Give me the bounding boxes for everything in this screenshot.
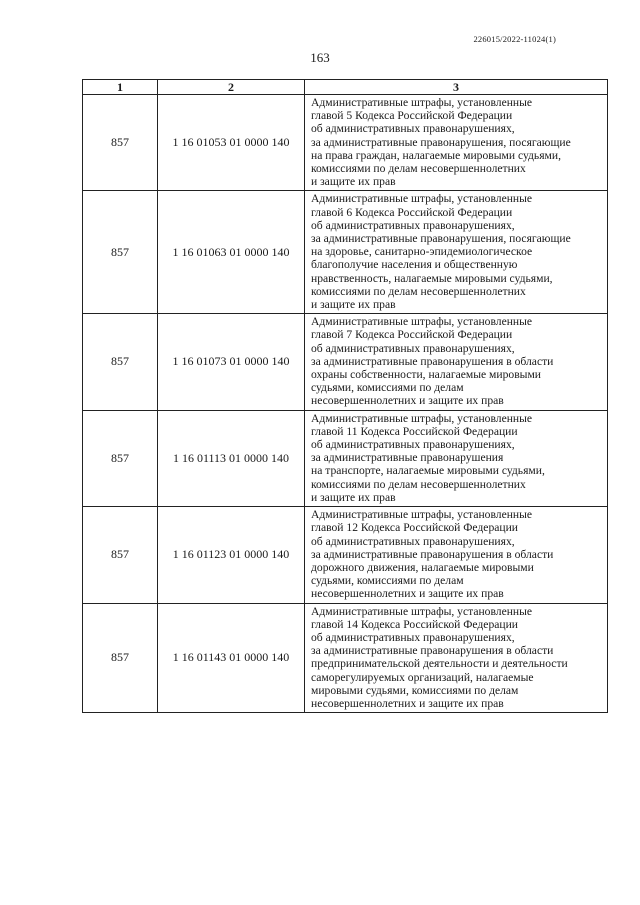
- description-line: Административные штрафы, установленные: [311, 96, 533, 109]
- description-line: на здоровье, санитарно-эпидемиологическое: [311, 245, 533, 259]
- classification-code-cell: 1 16 01053 01 0000 140: [158, 95, 305, 191]
- description-line: главой 7 Кодекса Российской Федерации: [311, 328, 513, 342]
- description-line: и защите их прав: [311, 490, 396, 504]
- description-line: судьями, комиссиями по делам: [311, 381, 464, 395]
- document-id: 226015/2022-11024(1): [473, 34, 556, 44]
- description-line: нравственность, налагаемые мировыми судьями,: [311, 271, 553, 285]
- description-line: дорожного движения, налагаемые мировыми: [311, 560, 534, 574]
- description-line: главой 11 Кодекса Российской Федерации: [311, 424, 518, 438]
- description-line: главой 6 Кодекса Российской Федерации: [311, 205, 513, 219]
- page-number: 163: [310, 50, 330, 65]
- column-header-1: 1: [83, 80, 158, 95]
- description-cell: [305, 507, 608, 603]
- description-line: мировыми судьями, комиссиями по делам: [311, 683, 519, 697]
- table-header-row: [83, 80, 608, 95]
- table-row: [83, 95, 608, 191]
- description-line: за административные правонарушения, посягающие: [311, 232, 571, 246]
- description-line: и защите их прав: [311, 298, 396, 312]
- description-line: комиссиями по делам несовершеннолетних: [311, 162, 526, 176]
- description-cell: [305, 603, 608, 713]
- table-row: [83, 603, 608, 713]
- description-line: об административных правонарушениях,: [311, 122, 515, 136]
- description-line: об административных правонарушениях,: [311, 341, 515, 355]
- row-number-cell: 857: [83, 603, 158, 713]
- description-line: саморегулируемых организаций, налагаемые: [311, 670, 534, 684]
- description-line: несовершеннолетних и защите их прав: [311, 394, 504, 408]
- row-number-cell: 857: [83, 314, 158, 410]
- table-row: [83, 507, 608, 603]
- row-number-cell: 857: [83, 410, 158, 506]
- description-line: комиссиями по делам несовершеннолетних: [311, 284, 526, 298]
- description-line: охраны собственности, налагаемые мировыми: [311, 368, 541, 382]
- classification-code-cell: 1 16 01063 01 0000 140: [158, 191, 305, 314]
- description-line: главой 5 Кодекса Российской Федерации: [311, 109, 513, 123]
- description-line: за административные правонарушения: [311, 451, 504, 465]
- description-cell: [305, 95, 608, 191]
- table-row: [83, 314, 608, 410]
- table-body: [83, 95, 608, 713]
- column-header-2: 2: [158, 80, 305, 95]
- description-line: за административные правонарушения, посягающие: [311, 135, 571, 149]
- description-line: на транспорте, налагаемые мировыми судьями,: [311, 464, 545, 478]
- classification-code-cell: 1 16 01123 01 0000 140: [158, 507, 305, 603]
- classification-code-cell: 1 16 01073 01 0000 140: [158, 314, 305, 410]
- description-line: главой 14 Кодекса Российской Федерации: [311, 617, 519, 631]
- description-line: об административных правонарушениях,: [311, 438, 515, 452]
- row-number-cell: 857: [83, 95, 158, 191]
- description-line: Административные штрафы, установленные: [311, 508, 533, 522]
- description-line: Административные штрафы, установленные: [311, 315, 533, 329]
- description-line: комиссиями по делам несовершеннолетних: [311, 477, 526, 491]
- description-line: за административные правонарушения в области: [311, 644, 554, 658]
- classification-code-cell: 1 16 01113 01 0000 140: [158, 410, 305, 506]
- description-cell: [305, 191, 608, 314]
- description-line: за административные правонарушения в области: [311, 354, 554, 368]
- description-line: об административных правонарушениях,: [311, 534, 515, 548]
- description-cell: [305, 314, 608, 410]
- description-line: несовершеннолетних и защите их прав: [311, 587, 504, 601]
- description-line: благополучие населения и общественную: [311, 258, 518, 272]
- description-line: Административные штрафы, установленные: [311, 411, 533, 425]
- description-cell: [305, 410, 608, 506]
- row-number-cell: 857: [83, 507, 158, 603]
- classification-code-cell: 1 16 01143 01 0000 140: [158, 603, 305, 713]
- description-line: об административных правонарушениях,: [311, 218, 515, 232]
- description-line: главой 12 Кодекса Российской Федерации: [311, 521, 519, 535]
- description-line: на права граждан, налагаемые мировыми судьями,: [311, 148, 561, 162]
- description-line: Административные штрафы, установленные: [311, 604, 533, 618]
- codes-table: [82, 79, 608, 713]
- description-line: об административных правонарушениях,: [311, 630, 515, 644]
- table-row: [83, 191, 608, 314]
- description-line: и защите их прав: [311, 175, 396, 189]
- description-line: за административные правонарушения в области: [311, 547, 554, 561]
- column-header-3: 3: [305, 80, 608, 95]
- row-number-cell: 857: [83, 191, 158, 314]
- description-line: Административные штрафы, установленные: [311, 192, 533, 206]
- description-line: судьями, комиссиями по делам: [311, 574, 464, 588]
- table-row: [83, 410, 608, 506]
- description-line: предпринимательской деятельности и деятельности: [311, 657, 568, 671]
- description-line: несовершеннолетних и защите их прав: [311, 696, 504, 710]
